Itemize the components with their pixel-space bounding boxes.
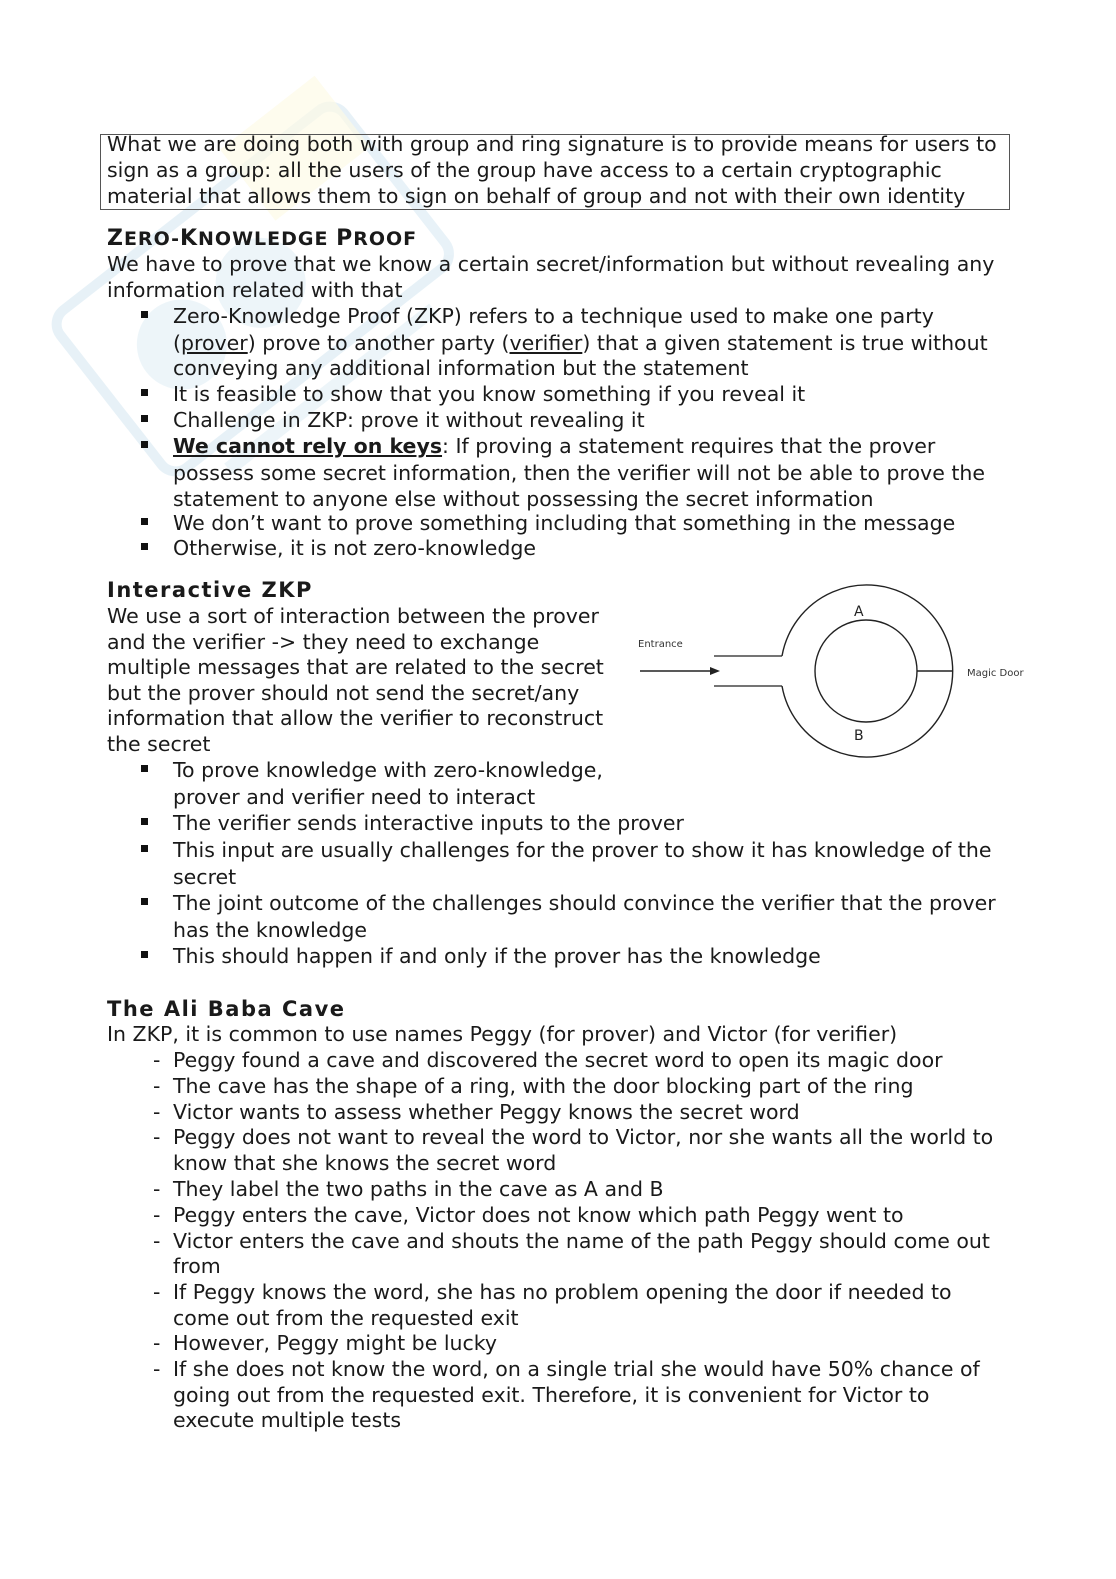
list-item: However, Peggy might be lucky	[173, 1331, 498, 1355]
dash-marker: -	[153, 1125, 161, 1149]
paragraph-line: We use a sort of interaction between the prover	[107, 604, 599, 628]
arrow-head-icon	[710, 667, 720, 675]
bullet-text: statement to anyone else without possessing the secret information	[173, 487, 874, 511]
paragraph-line: In ZKP, it is common to use names Peggy (for prover) and Victor (for verifier)	[107, 1022, 898, 1046]
dash-marker: -	[153, 1203, 161, 1227]
bullet-marker	[141, 389, 148, 396]
bullet-text: prover and verifier need to interact	[173, 785, 536, 809]
list-item: know that she knows the secret word	[173, 1151, 557, 1175]
section-heading-interactive: Interactive ZKP	[107, 578, 313, 602]
dash-marker: -	[153, 1177, 161, 1201]
bullet-text: To prove knowledge with zero-knowledge,	[173, 758, 603, 782]
list-item: They label the two paths in the cave as A and B	[173, 1177, 664, 1201]
dash-marker: -	[153, 1100, 161, 1124]
term-prover: prover	[181, 331, 248, 355]
bullet-marker	[141, 765, 148, 772]
bullet-text: conveying any additional information but the statement	[173, 356, 749, 380]
list-item: from	[173, 1254, 221, 1278]
dash-marker: -	[153, 1331, 161, 1355]
label-a: A	[854, 604, 864, 620]
bullet-text: secret	[173, 865, 237, 889]
paragraph-line: but the prover should not send the secret/any	[107, 681, 580, 705]
bullet-text: The verifier sends interactive inputs to the prover	[173, 811, 684, 835]
cave-outer-ring	[779, 656, 780, 686]
bullet-text: Challenge in ZKP: prove it without revealing it	[173, 408, 645, 432]
bullet-text: possess some secret information, then the verifier will not be able to prove the	[173, 461, 985, 485]
emphasis-keys: We cannot rely on keys	[173, 434, 443, 458]
paragraph-line: multiple messages that are related to the secret	[107, 655, 604, 679]
paragraph-line: We have to prove that we know a certain secret/information but without revealing any	[107, 252, 995, 276]
bullet-text: This input are usually challenges for the prover to show it has knowledge of the	[173, 838, 992, 862]
list-item: If she does not know the word, on a single trial she would have 50% chance of	[173, 1357, 980, 1381]
list-item: Victor enters the cave and shouts the name of the path Peggy should come out	[173, 1229, 990, 1253]
label-b: B	[854, 728, 864, 744]
bullet-marker	[141, 898, 148, 905]
paragraph-line: information that allow the verifier to reconstruct	[107, 706, 604, 730]
cave-inner-ring	[815, 620, 917, 722]
bullet-marker	[141, 543, 148, 550]
section-heading-alibaba: The Ali Baba Cave	[107, 997, 346, 1021]
bullet-text: Otherwise, it is not zero-knowledge	[173, 536, 537, 560]
paragraph-line: the secret	[107, 732, 211, 756]
bullet-marker	[141, 415, 148, 422]
bullet-marker	[141, 311, 148, 318]
paragraph-line: and the verifier -> they need to exchange	[107, 630, 540, 654]
bullet-marker	[141, 518, 148, 525]
bullet-text: (prover) prove to another party (verifier) that a given statement is true without	[173, 331, 988, 355]
paragraph-line: information related with that	[107, 278, 403, 302]
bullet-text: has the knowledge	[173, 918, 368, 942]
bullet-marker	[141, 951, 148, 958]
bullet-marker	[141, 845, 148, 852]
list-item: Peggy enters the cave, Victor does not know which path Peggy went to	[173, 1203, 904, 1227]
cave-diagram	[628, 580, 1040, 760]
dash-marker: -	[153, 1357, 161, 1381]
bullet-text: Zero-Knowledge Proof (ZKP) refers to a technique used to make one party	[173, 304, 934, 328]
list-item: come out from the requested exit	[173, 1306, 519, 1330]
bullet-text: We cannot rely on keys: If proving a statement requires that the prover	[173, 434, 936, 458]
section-heading-zkp: ZERO-KNOWLEDGE PROOF	[107, 226, 418, 251]
label-magic-door: Magic Door	[967, 668, 1024, 679]
bullet-text: The joint outcome of the challenges should convince the verifier that the prover	[173, 891, 996, 915]
label-entrance: Entrance	[638, 639, 683, 650]
list-item: Peggy does not want to reveal the word to Victor, nor she wants all the world to	[173, 1125, 994, 1149]
list-item: If Peggy knows the word, she has no problem opening the door if needed to	[173, 1280, 952, 1304]
dash-marker: -	[153, 1229, 161, 1253]
term-verifier: verifier	[509, 331, 583, 355]
dash-marker: -	[153, 1074, 161, 1098]
dash-marker: -	[153, 1048, 161, 1072]
dash-marker: -	[153, 1280, 161, 1304]
note-line: What we are doing both with group and ring signature is to provide means for users to	[107, 132, 997, 156]
bullet-text: It is feasible to show that you know something if you reveal it	[173, 382, 806, 406]
bullet-text: This should happen if and only if the prover has the knowledge	[173, 944, 821, 968]
bullet-marker	[141, 441, 148, 448]
note-line: sign as a group: all the users of the group have access to a certain cryptographic	[107, 158, 942, 182]
bullet-marker	[141, 818, 148, 825]
list-item: Victor wants to assess whether Peggy knows the secret word	[173, 1100, 800, 1124]
note-line: material that allows them to sign on behalf of group and not with their own identity	[107, 184, 966, 208]
list-item: going out from the requested exit. Therefore, it is convenient for Victor to	[173, 1383, 930, 1407]
bullet-text: We don’t want to prove something including that something in the message	[173, 511, 956, 535]
list-item: execute multiple tests	[173, 1408, 402, 1432]
list-item: Peggy found a cave and discovered the secret word to open its magic door	[173, 1048, 943, 1072]
list-item: The cave has the shape of a ring, with the door blocking part of the ring	[173, 1074, 914, 1098]
